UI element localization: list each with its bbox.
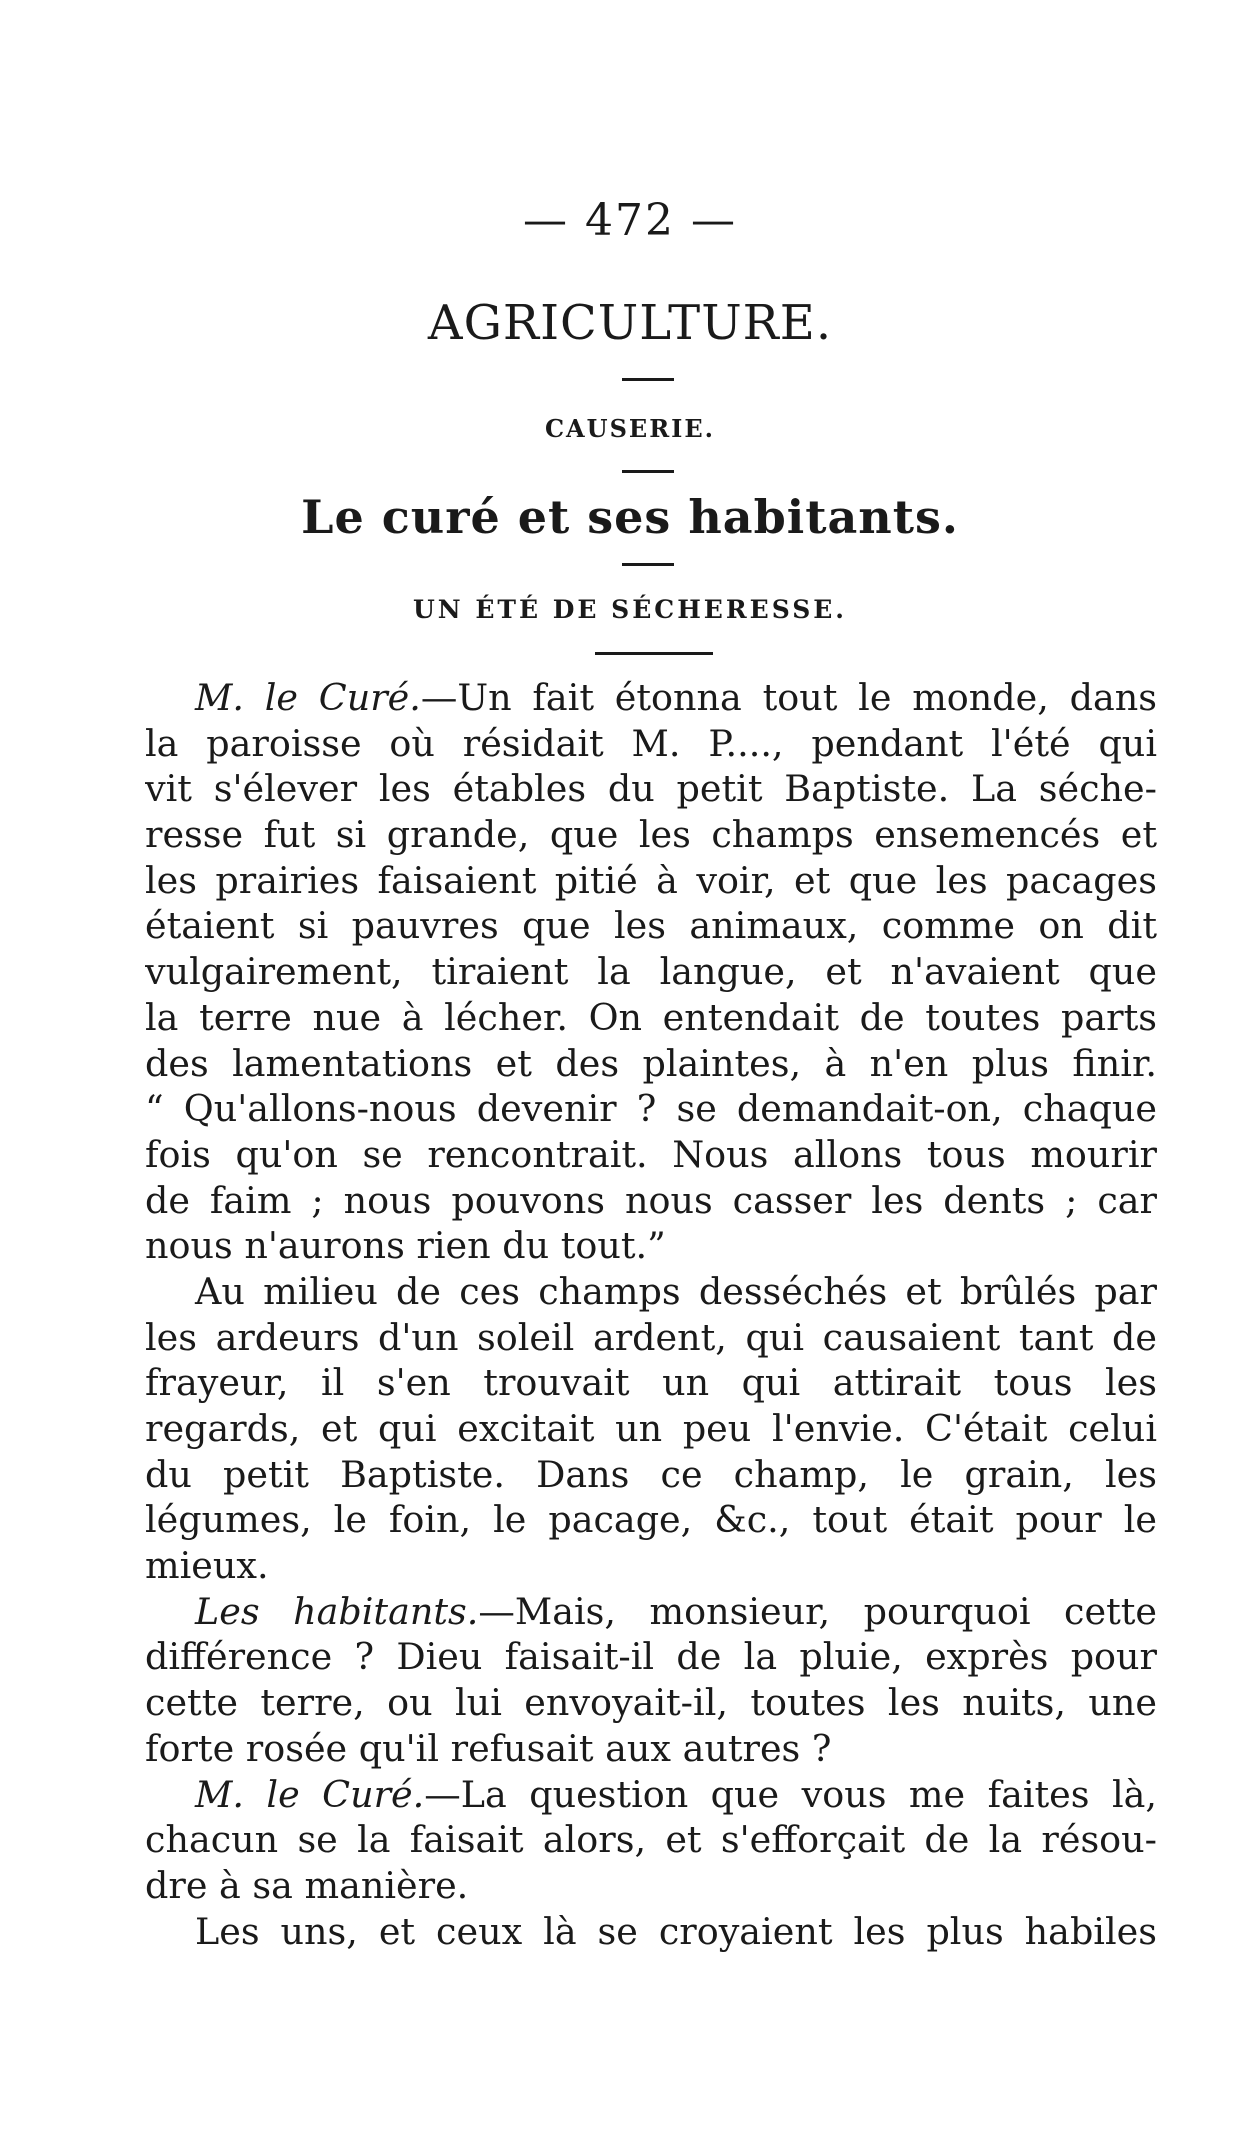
subtitle: CAUSERIE.	[544, 414, 716, 443]
divider-rule	[622, 563, 674, 566]
text-line: forte rosée qu'il refusait aux autres ?	[145, 1726, 832, 1770]
page-number: — 472 —	[523, 195, 737, 246]
section-title: AGRICULTURE.	[427, 295, 833, 351]
text-line: chacun se la faisait alors, et s'efforçait de la résou-	[145, 1818, 1157, 1862]
text-line: resse fut si grande, que les champs ensemencés et	[145, 813, 1157, 857]
text-line: Au milieu de ces champs desséchés et brûlés par	[195, 1269, 1157, 1313]
text-line: de faim ; nous pouvons nous casser les dents ; car	[145, 1178, 1157, 1222]
article-title: Le curé et ses habitants.	[301, 490, 959, 544]
text-line: dre à sa manière.	[145, 1863, 469, 1907]
text-line: regards, et qui excitait un peu l'envie. C'était celui	[145, 1407, 1157, 1450]
text-fragment: —Mais, monsieur, pourquoi cette	[478, 1589, 1157, 1633]
text-line	[145, 675, 1157, 721]
text-line: mieux.	[145, 1544, 269, 1588]
text-line: fois qu'on se rencontrait. Nous allons tous mourir	[145, 1132, 1157, 1176]
divider-rule	[622, 378, 674, 381]
speaker-label: M. le Curé.	[195, 1772, 425, 1816]
text-line: “ Qu'allons-nous devenir ? se demandait-on, chaque	[145, 1087, 1157, 1131]
body-text	[145, 675, 1157, 1954]
text-line: étaient si pauvres que les animaux, comme on dit	[145, 904, 1157, 948]
text-fragment: —Un fait étonna tout le monde, dans	[420, 676, 1157, 719]
text-line: les prairies faisaient pitié à voir, et que les pacages	[145, 858, 1157, 902]
text-line: nous n'aurons rien du tout.”	[145, 1224, 666, 1268]
text-line: les ardeurs d'un soleil ardent, qui causaient tant de	[145, 1315, 1157, 1359]
text-line	[145, 1589, 1157, 1635]
text-line: frayeur, il s'en trouvait un qui attirait tous les	[145, 1361, 1157, 1405]
text-line: des lamentations et des plaintes, à n'en plus finir.	[145, 1041, 1157, 1085]
chapter-title: UN ÉTÉ DE SÉCHERESSE.	[412, 595, 848, 624]
text-line: légumes, le foin, le pacage, &c., tout était pour le	[145, 1498, 1157, 1542]
divider-rule	[595, 652, 713, 655]
speaker-label: M. le Curé.	[195, 676, 421, 719]
text-line: du petit Baptiste. Dans ce champ, le grain, les	[145, 1452, 1157, 1496]
text-line	[145, 1772, 1157, 1818]
text-line: cette terre, ou lui envoyait-il, toutes les nuits, une	[145, 1681, 1157, 1725]
text-fragment: —La question que vous me faites là,	[424, 1772, 1157, 1816]
text-line: la terre nue à lécher. On entendait de toutes parts	[145, 995, 1157, 1039]
text-line: vulgairement, tiraient la langue, et n'avaient que	[145, 950, 1157, 994]
text-line: Les uns, et ceux là se croyaient les plus habiles	[195, 1909, 1157, 1953]
speaker-label: Les habitants.	[195, 1589, 479, 1633]
text-line: la paroisse où résidait M. P...., pendant l'été qui	[145, 721, 1157, 765]
text-line: différence ? Dieu faisait-il de la pluie, exprès pour	[145, 1635, 1157, 1679]
text-line: vit s'élever les étables du petit Baptiste. La séche-	[145, 767, 1157, 811]
divider-rule	[622, 470, 674, 473]
